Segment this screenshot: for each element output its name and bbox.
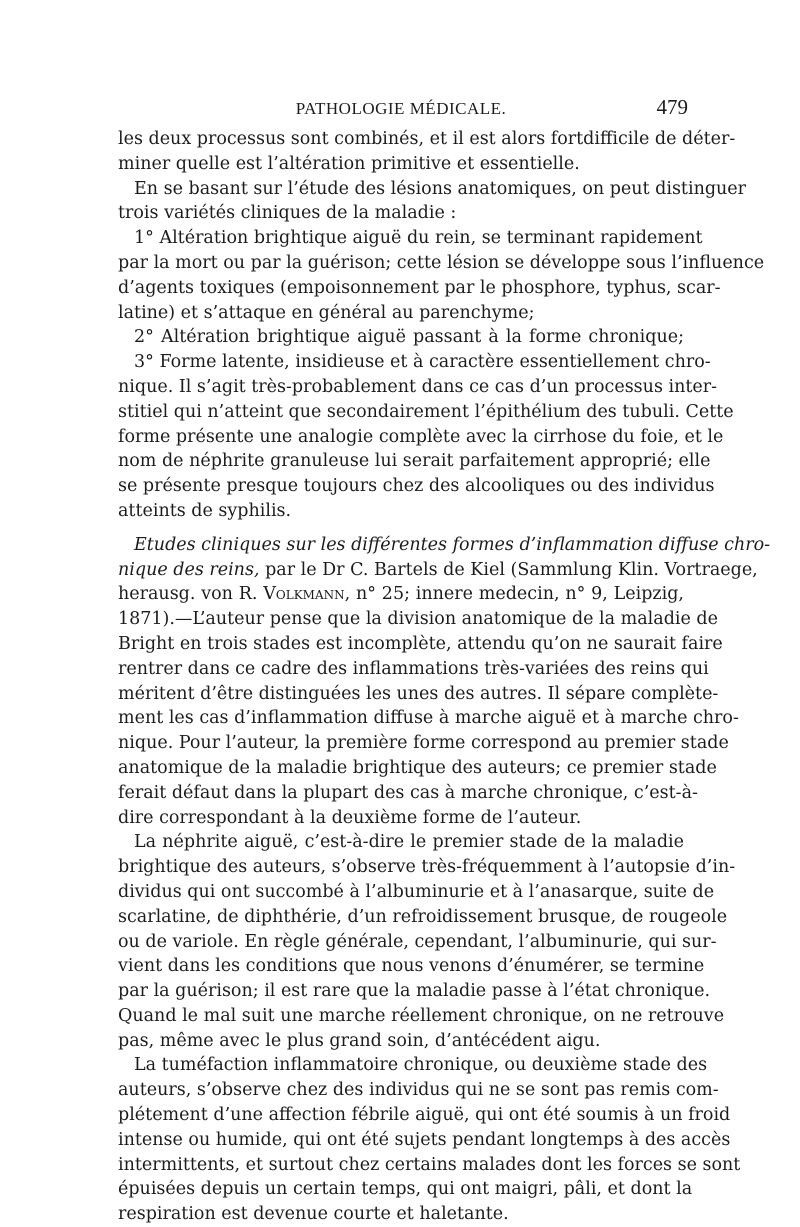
text-line: forme présente une analogie complète avec la cirrhose du foie, et le	[118, 426, 724, 447]
text-line: nique. Il s’agit très-probablement dans ce cas d’un processus inter-	[118, 376, 718, 397]
text-line: nom de néphrite granuleuse lui serait parfaitement approprié; elle	[118, 451, 711, 472]
review-citation-line	[118, 558, 758, 583]
text-line: par la mort ou par la guérison; cette lésion se développe sous l’influence	[118, 252, 765, 273]
review-title: Etudes cliniques sur les différentes formes d’inflammation diffuse chro-	[134, 534, 771, 555]
editor-name: Volkmann	[263, 584, 345, 605]
text-line: auteurs, s’observe chez des individus qui ne se sont pas remis com-	[118, 1080, 719, 1101]
text-line: dire correspondant à la deuxième forme de l’auteur.	[118, 807, 582, 828]
text-line: dividus qui ont succombé à l’albuminurie et à l’anasarque, suite de	[118, 881, 715, 902]
review-citation-line: herausg. von R. Volkmann, n° 25; innere medecin, n° 9, Leipzig,	[118, 584, 684, 605]
text-line: par la guérison; il est rare que la maladie passe à l’état chronique.	[118, 981, 711, 1002]
text-line: brightique des auteurs, s’observe très-fréquemment à l’autopsie d’in-	[118, 857, 736, 878]
text-line: plétement d’une affection fébrile aiguë, qui ont été soumis à un froid	[118, 1105, 731, 1126]
text-line: stitiel qui n’atteint que secondairement l’épithélium des tubuli. Cette	[118, 401, 734, 422]
text-line: 1° Altération brightique aiguë du rein, se terminant rapidement	[134, 228, 703, 249]
text-line: les deux processus sont combinés, et il est alors fortdifficile de déter-	[118, 129, 736, 149]
text-line: Quand le mal suit une marche réellement chronique, on ne retrouve	[118, 1005, 725, 1026]
body-text	[118, 127, 771, 1227]
text-line: vient dans les conditions que nous venons d’énumérer, se termine	[118, 956, 705, 977]
text-line: méritent d’être distinguées les unes des autres. Il sépare complète-	[118, 683, 719, 704]
page-header	[118, 95, 688, 125]
text-line: d’agents toxiques (empoisonnement par le phosphore, typhus, scar-	[118, 277, 721, 298]
text-line: En se basant sur l’étude des lésions anatomiques, on peut distinguer	[134, 178, 747, 199]
text-line: intermittents, et surtout chez certains malades dont les forces se sont	[118, 1154, 741, 1175]
review-title-end: nique des reins,	[118, 559, 260, 580]
text-line: épuisées depuis un certain temps, qui ont maigri, pâli, et dont la	[118, 1179, 693, 1200]
review-author: par le Dr C. Bartels de Kiel (Sammlung Klin. Vortraege,	[259, 559, 758, 580]
text-line: La tuméfaction inflammatoire chronique, ou deuxième stade des	[134, 1055, 708, 1076]
review-title-line	[118, 533, 771, 558]
text-line: ment les cas d’inflammation diffuse à marche aiguë et à marche chro-	[118, 708, 739, 729]
text-line: scarlatine, de diphthérie, d’un refroidissement brusque, de rougeole	[118, 906, 728, 927]
section-gap	[118, 524, 684, 533]
text-line: pas, même avec le plus grand soin, d’antécédent aigu.	[118, 1030, 601, 1051]
text-line: miner quelle est l’altération primitive et essentielle.	[118, 153, 580, 174]
text-line: ou de variole. En règle générale, cependant, l’albuminurie, qui sur-	[118, 931, 717, 952]
running-title: PATHOLOGIE MÉDICALE.	[295, 99, 507, 118]
text-line: atteints de syphilis.	[118, 500, 292, 521]
text-line: se présente presque toujours chez des alcooliques ou des individus	[118, 476, 715, 497]
text-line: 1871).—L’auteur pense que la division anatomique de la maladie de	[118, 609, 718, 630]
text-line: 2° Altération brightique aiguë passant à la forme chronique;	[134, 327, 684, 348]
text-line: latine) et s’attaque en général au parenchyme;	[118, 302, 535, 323]
text-line: intense ou humide, qui ont été sujets pendant longtemps à des accès	[118, 1129, 731, 1150]
text-line: La néphrite aiguë, c’est-à-dire le premier stade de la maladie	[134, 832, 684, 853]
text-line: ferait défaut dans la plupart des cas à marche chronique, c’est-à-	[118, 782, 698, 803]
page-number: 479	[656, 95, 688, 119]
text-line: trois variétés cliniques de la maladie :	[118, 203, 457, 224]
text-line: nique. Pour l’auteur, la première forme correspond au premier stade	[118, 733, 729, 754]
text-line: rentrer dans ce cadre des inflammations très-variées des reins qui	[118, 658, 709, 679]
text-line: respiration est devenue courte et haletante.	[118, 1204, 509, 1225]
text-line: Bright en trois stades est incomplète, attendu qu’on ne saurait faire	[118, 633, 723, 654]
text-line: anatomique de la maladie brightique des auteurs; ce premier stade	[118, 757, 717, 778]
text-line: 3° Forme latente, insidieuse et à caractère essentiellement chro-	[134, 352, 711, 373]
